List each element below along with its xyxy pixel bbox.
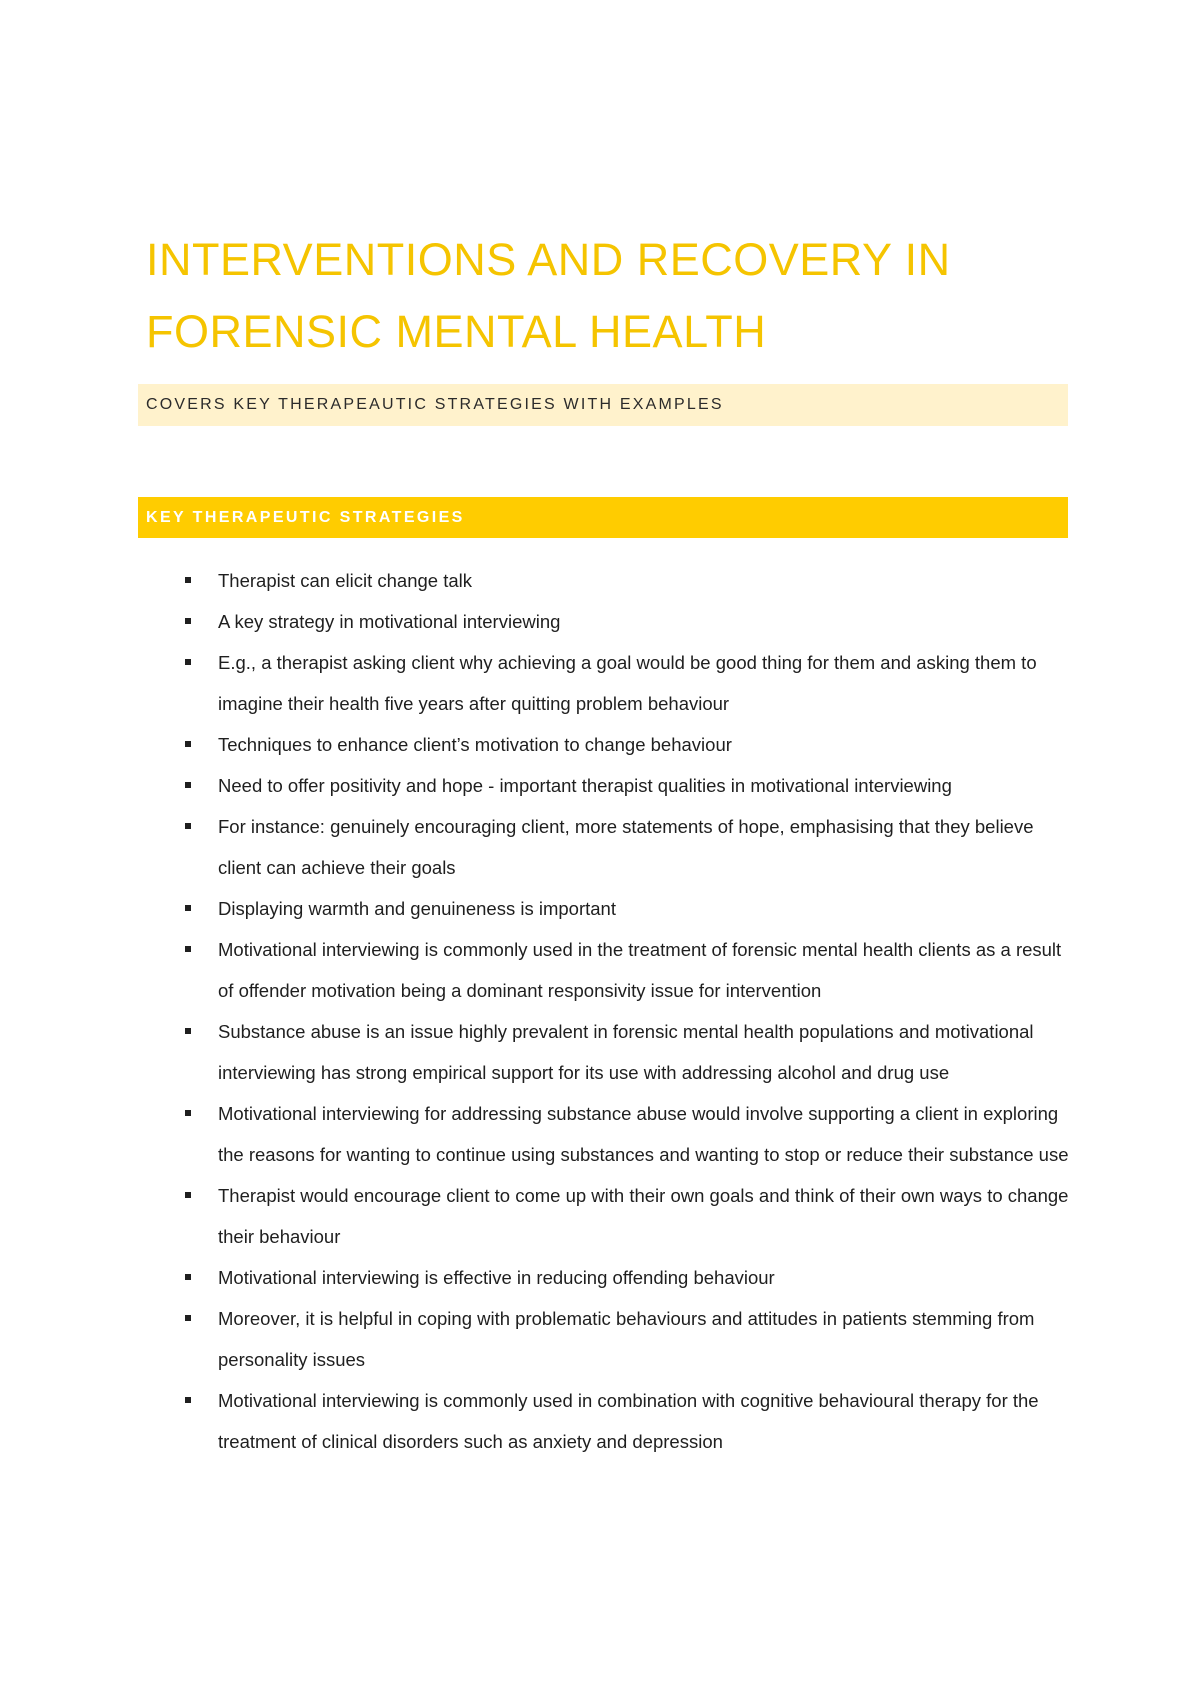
- list-item-text: Therapist would encourage client to come up with their own goals and think of their own ways to change their behaviour: [218, 1185, 1069, 1247]
- square-bullet-icon: [185, 782, 191, 788]
- list-item-text: For instance: genuinely encouraging client, more statements of hope, emphasising that they believe client can achieve their goals: [218, 816, 1034, 878]
- list-item: [218, 1175, 1078, 1257]
- document-subtitle: COVERS KEY THERAPEAUTIC STRATEGIES WITH EXAMPLES: [146, 396, 724, 413]
- list-item-text: Techniques to enhance client’s motivation to change behaviour: [218, 734, 732, 755]
- list-item: [218, 888, 1078, 929]
- square-bullet-icon: [185, 1028, 191, 1034]
- square-bullet-icon: [185, 741, 191, 747]
- section-heading-band: [138, 497, 1068, 538]
- list-item: [218, 1298, 1078, 1380]
- document-title: INTERVENTIONS AND RECOVERY IN FORENSIC MENTAL HEALTH: [146, 234, 951, 357]
- list-item-text: Therapist can elicit change talk: [218, 570, 472, 591]
- section-heading: KEY THERAPEUTIC STRATEGIES: [146, 509, 465, 526]
- list-item-text: Motivational interviewing is commonly used in combination with cognitive behavioural therapy for the treatment of clinical disorders such as anxiety and depression: [218, 1390, 1039, 1452]
- square-bullet-icon: [185, 905, 191, 911]
- list-item: [218, 1257, 1078, 1298]
- square-bullet-icon: [185, 1397, 191, 1403]
- bullet-list: [218, 560, 1078, 1462]
- list-item-text: A key strategy in motivational interviewing: [218, 611, 561, 632]
- list-item-text: Motivational interviewing is effective in reducing offending behaviour: [218, 1267, 775, 1288]
- list-item: [218, 601, 1078, 642]
- list-item-text: Moreover, it is helpful in coping with problematic behaviours and attitudes in patients stemming from personality issues: [218, 1308, 1035, 1370]
- list-item: [218, 929, 1078, 1011]
- list-item-text: Motivational interviewing is commonly used in the treatment of forensic mental health clients as a result of offender motivation being a dominant responsivity issue for intervention: [218, 939, 1062, 1001]
- list-item-text: Displaying warmth and genuineness is important: [218, 898, 616, 919]
- square-bullet-icon: [185, 823, 191, 829]
- square-bullet-icon: [185, 1192, 191, 1198]
- square-bullet-icon: [185, 659, 191, 665]
- square-bullet-icon: [185, 1274, 191, 1280]
- list-item: [218, 1011, 1078, 1093]
- list-item-text: Motivational interviewing for addressing substance abuse would involve supporting a client in exploring the reasons for wanting to continue using substances and wanting to stop or reduce their substance use: [218, 1103, 1069, 1165]
- list-item-text: Substance abuse is an issue highly prevalent in forensic mental health populations and motivational interviewing has strong empirical support for its use with addressing alcohol and drug use: [218, 1021, 1034, 1083]
- list-item-text: E.g., a therapist asking client why achieving a goal would be good thing for them and asking them to imagine their health five years after quitting problem behaviour: [218, 652, 1037, 714]
- list-item: [218, 765, 1078, 806]
- list-item: [218, 1093, 1078, 1175]
- list-item: [218, 1380, 1078, 1462]
- square-bullet-icon: [185, 618, 191, 624]
- list-item: [218, 560, 1078, 601]
- square-bullet-icon: [185, 1315, 191, 1321]
- list-item: [218, 724, 1078, 765]
- square-bullet-icon: [185, 1110, 191, 1116]
- square-bullet-icon: [185, 946, 191, 952]
- list-item-text: Need to offer positivity and hope - important therapist qualities in motivational interviewing: [218, 775, 952, 796]
- square-bullet-icon: [185, 577, 191, 583]
- subtitle-band: [138, 384, 1068, 426]
- list-item: [218, 806, 1078, 888]
- list-item: [218, 642, 1078, 724]
